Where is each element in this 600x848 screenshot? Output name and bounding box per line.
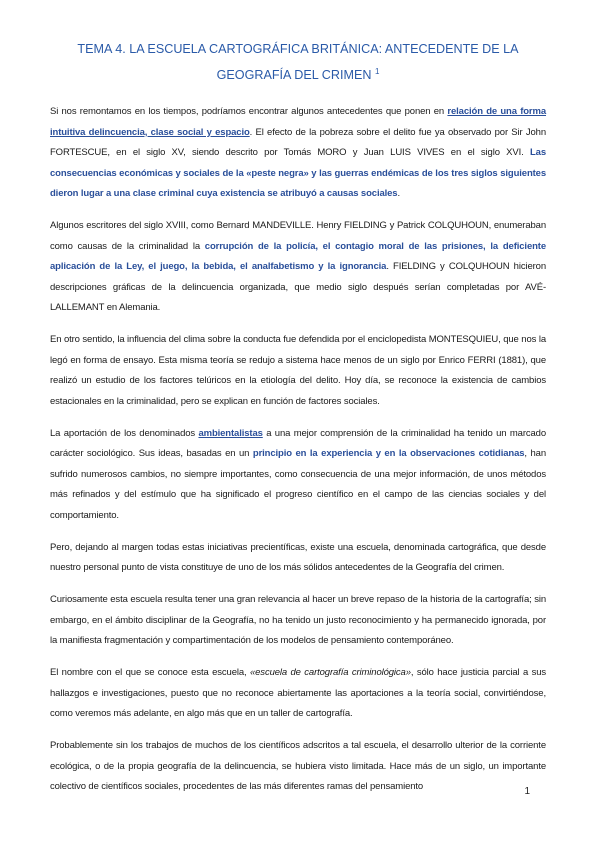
text-run: . El efecto de la pobreza sobre el delito fue ya observado por Sir John FORTESCUE, en el siglo XV, siendo descrito por Tomás MORO y Juan LUIS VIVES en el siglo XVI. — [50, 126, 547, 158]
footnote-ref[interactable]: 1 — [374, 66, 380, 76]
paragraph-2 — [50, 216, 546, 319]
page-title — [50, 36, 546, 88]
text-run: . — [397, 188, 401, 199]
title-line-2: GEOGRAFÍA DEL CRIMEN — [216, 68, 372, 82]
paragraph-5: Pero, dejando al margen todas estas iniciativas precientíficas, existe una escuela, denominada cartográfica, que desde nuestro personal punto de vista constituye de uno de los más sólidos antecedentes de la Geografía del crimen. — [50, 541, 546, 573]
text-run: Si nos remontamos en los tiempos, podríamos encontrar algunos antecedentes que ponen en — [50, 106, 448, 117]
text-run: , han sufrido numerosos cambios, no siempre importantes, como consecuencia de una mejor información, de unos métodos más refinados y del estímulo que ha significado el progreso científico en el campo de las ciencias sociales y del comportamiento. — [50, 448, 546, 521]
highlight: Las consecuencias económicas y sociales de la «peste negra» y las guerras endémicas de los tres siglos siguientes dieron lugar a una clase criminal cuya existencia se atribuyó a causas sociales — [50, 147, 546, 199]
highlight: principio en la experiencia y en la observaciones cotidianas — [252, 448, 525, 459]
paragraph-6: Curiosamente esta escuela resulta tener una gran relevancia al hacer un breve repaso de la historia de la cartografía; sin embargo, en el ámbito disciplinar de la Geografía, no ha tenido un justo reconocimiento y ha permanecido ignorada, por la manifiesta fragmentación y compartimentación de los modelos de pensamiento contemporáneo. — [50, 594, 546, 646]
text-run: , sólo hace justicia parcial a sus hallazgos e investigaciones, puesto que no reconoce abiertamente las aportaciones a la teoría social, convirtiéndose, como veremos más adelante, en algo más que en un taller de cartografía. — [50, 667, 546, 719]
text-run: a una mejor comprensión de la criminalidad ha tenido un marcado carácter sociológico. Sus ideas, basadas en un — [50, 427, 546, 459]
page-number: 1 — [524, 786, 530, 797]
highlight-underlined: relación de una forma intuitiva delincuencia, clase social y espacio — [50, 106, 547, 138]
text-run: . FIELDING y COLQUHOUN hicieron descripciones gráficas de la delincuencia organizada, que medio siglo después serían completadas por AVÉ-LALLEMANT en Alemania. — [50, 261, 546, 313]
paragraph-7 — [50, 663, 546, 725]
paragraph-1 — [50, 102, 546, 205]
highlight-underlined: ambientalistas — [198, 427, 263, 439]
text-run: La aportación de los denominados — [50, 427, 199, 439]
title-line-1: TEMA 4. LA ESCUELA CARTOGRÁFICA BRITÁNICA: ANTECEDENTE DE LA — [77, 42, 519, 56]
paragraph-4 — [50, 424, 546, 527]
paragraph-3: En otro sentido, la influencia del clima sobre la conducta fue defendida por el enciclopedista MONTESQUIEU, que nos la legó en forma de ensayo. Esta misma teoría se redujo a sistema hace menos de un siglo por Enrico FERRI (1881), que realizó un estudio de los factores telúricos en la etiología del delito. Hoy día, se reconoce la existencia de cambios estacionales en la criminalidad, pero se explican en función de factores sociales. — [50, 334, 546, 407]
text-run: El nombre con el que se conoce esta escuela, — [50, 667, 250, 678]
text-run: Algunos escritores del siglo XVIII, como Bernard MANDEVILLE. Henry FIELDING y Patrick COLQUHOUN, enumeraban como causas de la criminalidad la — [50, 220, 546, 252]
paragraph-8: Probablemente sin los trabajos de muchos de los científicos adscritos a tal escuela, el desarrollo ulterior de la corriente ecológica, o de la propia geografía de la delincuencia, se hubiera visto limitada. Hace más de un siglo, un importante colectivo de científicos sociales, procedentes de las más diferentes ramas del pensamiento — [50, 740, 546, 792]
italic-run: «escuela de cartografía criminológica» — [249, 667, 411, 678]
highlight: corrupción de la policía, el contagio moral de las prisiones, la deficiente aplicación de la Ley, el juego, la bebida, el analfabetismo y la ignorancia — [50, 240, 546, 272]
